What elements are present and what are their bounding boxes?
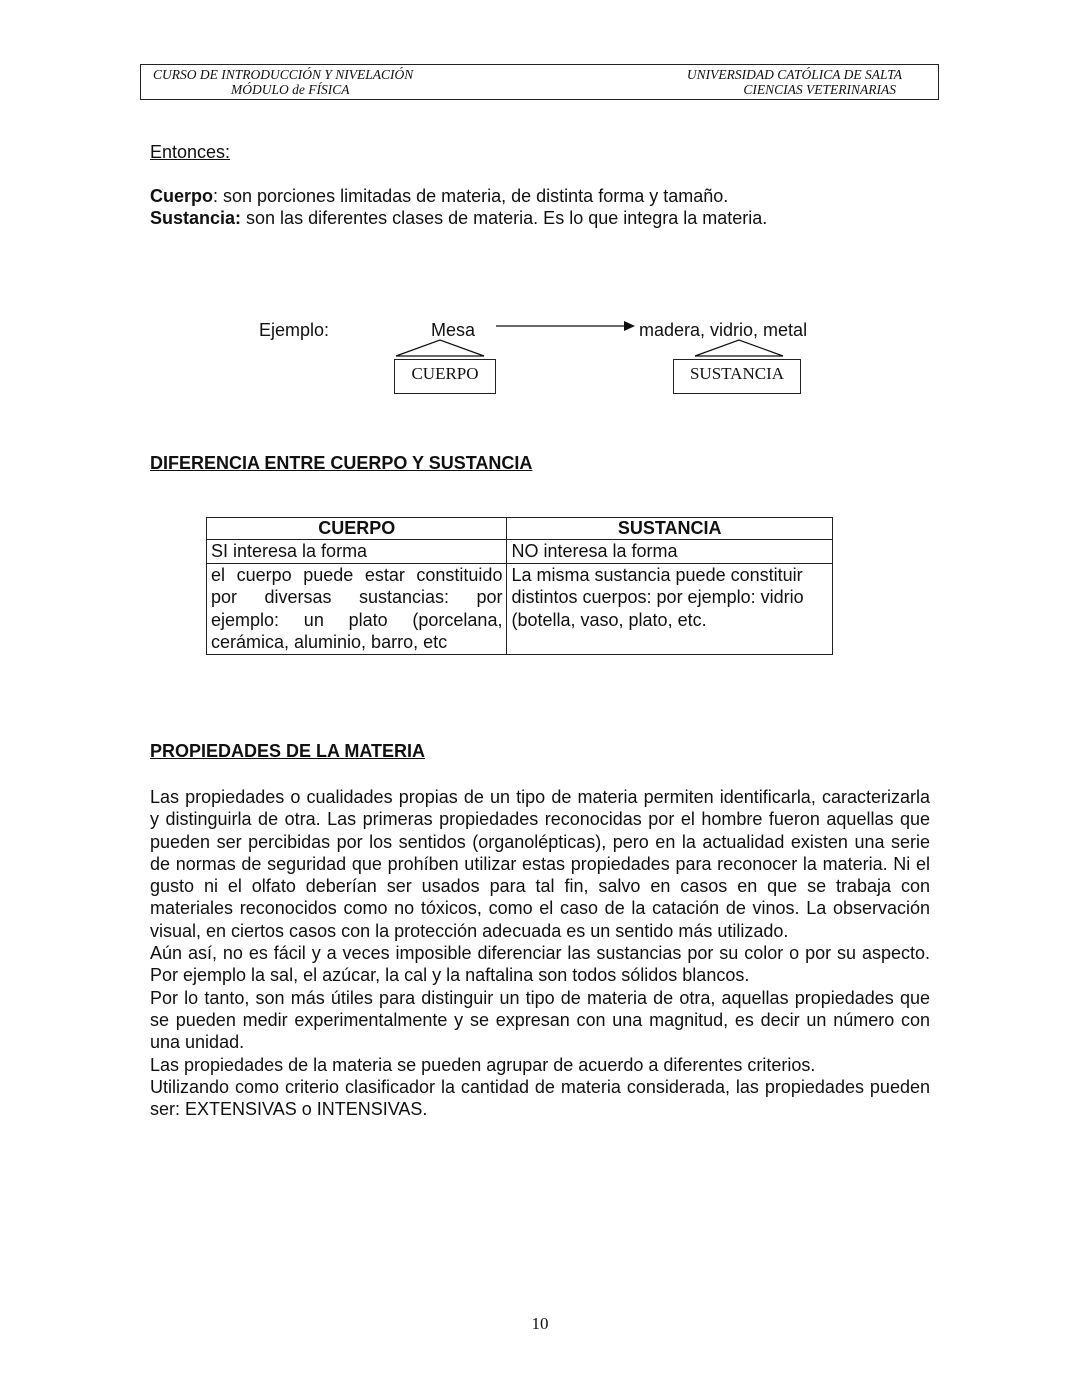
- properties-body: [150, 786, 930, 1120]
- paragraph: Las propiedades o cualidades propias de un tipo de materia permiten identificarla, caracterizarla y distinguirla de otra. Las primeras propiedades reconocidas por el hombre fueron aquellas que pueden ser percibidas por los sentidos (organolépticas), pero en la actualidad existen una serie de normas de seguridad que prohíben utilizar estas propiedades para reconocer la materia. Ni el gusto ni el olfato deberían ser usados para tal fin, salvo en casos en que se trabaja con materiales reconocidos como no tóxicos, como el caso de la catación de vinos. La observación visual, en ciertos casos con la protección adecuada es un sentido más utilizado.: [150, 787, 930, 941]
- sustancia-bracket: [695, 340, 783, 356]
- paragraph: Las propiedades de la materia se pueden agrupar de acuerdo a diferentes criterios.: [150, 1054, 816, 1075]
- properties-heading: PROPIEDADES DE LA MATERIA: [150, 741, 426, 761]
- example-materials: madera, vidrio, metal: [639, 320, 808, 340]
- example-label: Ejemplo:: [259, 320, 330, 340]
- paragraph: Aún así, no es fácil y a veces imposible diferenciar las sustancias por su color o por su aspecto. Por ejemplo la sal, el azúcar, la cal y la naftalina son todos sólidos blancos.: [150, 943, 930, 986]
- table-row: [207, 563, 833, 654]
- paragraph: Utilizando como criterio clasificador la cantidad de materia considerada, las propiedades pueden ser: EXTENSIVAS o INTENSIVAS.: [150, 1076, 930, 1120]
- table-header-row: [207, 518, 833, 540]
- course-title: CURSO DE INTRODUCCIÓN Y NIVELACIÓN: [153, 67, 414, 82]
- table-cell: el cuerpo puede estar constituido por diversas sustancias: por ejemplo: un plato (porcelana, cerámica, aluminio, barro, etc: [207, 563, 507, 654]
- sustancia-definition-text: son las diferentes clases de materia. Es lo que integra la materia.: [241, 208, 768, 228]
- faculty-name: CIENCIAS VETERINARIAS: [743, 82, 896, 97]
- table-cell: La misma sustancia puede constituir distintos cuerpos: por ejemplo: vidrio (botella, vaso, plato, etc.: [507, 563, 833, 654]
- arrow-head: [624, 321, 635, 331]
- column-header-sustancia: SUSTANCIA: [507, 518, 833, 540]
- page-number: 10: [531, 1314, 549, 1333]
- cuerpo-term: Cuerpo: [150, 186, 213, 206]
- paragraph: Por lo tanto, son más útiles para distinguir un tipo de materia de otra, aquellas propiedades que se pueden medir experimentalmente y se expresan con una magnitud, es decir un número con una unidad.: [150, 987, 930, 1053]
- column-header-cuerpo: CUERPO: [207, 518, 507, 540]
- sustancia-term: Sustancia:: [150, 208, 242, 228]
- example-object: Mesa: [431, 320, 476, 340]
- cuerpo-box: CUERPO: [394, 359, 496, 394]
- cuerpo-bracket: [396, 340, 484, 356]
- difference-heading: DIFERENCIA ENTRE CUERPO Y SUSTANCIA: [150, 453, 533, 473]
- sustancia-box: SUSTANCIA: [673, 359, 801, 394]
- table-row: [207, 540, 833, 564]
- comparison-table: [206, 517, 833, 655]
- module-title: MÓDULO de FÍSICA: [231, 82, 350, 97]
- entonces-label: Entonces:: [150, 142, 231, 162]
- table-cell: SI interesa la forma: [207, 540, 507, 564]
- cuerpo-definition-text: : son porciones limitadas de materia, de distinta forma y tamaño.: [213, 186, 729, 206]
- table-cell: NO interesa la forma: [507, 540, 833, 564]
- university-name: UNIVERSIDAD CATÓLICA DE SALTA: [686, 67, 902, 82]
